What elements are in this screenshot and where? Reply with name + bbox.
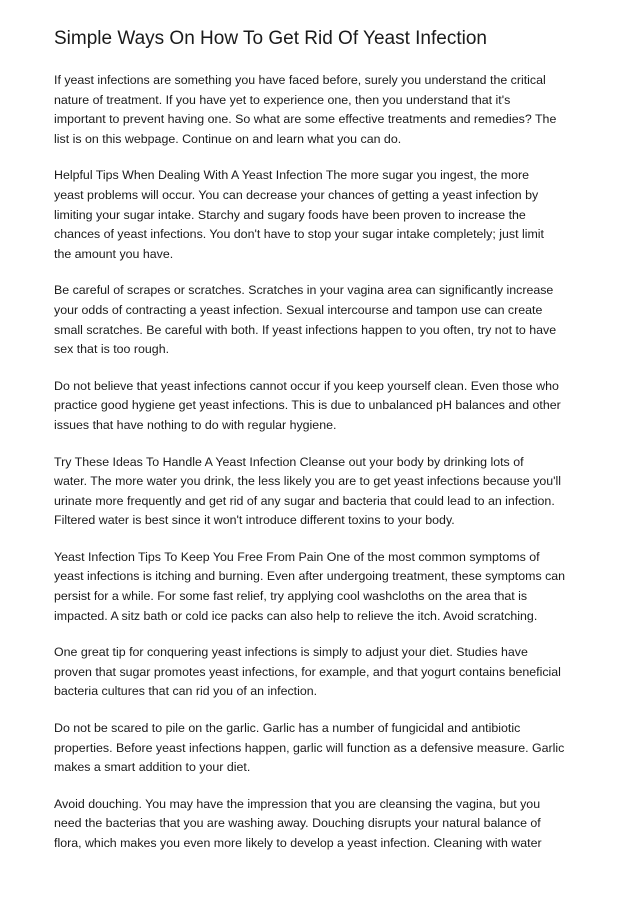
paragraph-line: If yeast infections are something you have faced before, surely you understand the critical <box>54 73 546 87</box>
paragraph-line: Do not believe that yeast infections cannot occur if you keep yourself clean. Even those who <box>54 378 559 393</box>
paragraph-4 <box>54 377 590 436</box>
paragraph-line: issues that have nothing to do with regular hygiene. <box>54 417 337 432</box>
paragraph-line: yeast problems will occur. You can decrease your chances of getting a yeast infection by <box>54 187 539 202</box>
paragraph-line: impacted. A sitz bath or cold ice packs can also help to relieve the itch. Avoid scratching. <box>54 608 538 623</box>
paragraph-8 <box>54 719 590 778</box>
paragraph-line: sex that is too rough. <box>54 342 170 357</box>
paragraph-line: water. The more water you drink, the less likely you are to get yeast infections because you'll <box>54 474 561 489</box>
paragraph-line: Be careful of scrapes or scratches. Scratches in your vagina area can significantly increase <box>54 283 554 298</box>
paragraph-line: Try These Ideas To Handle A Yeast Infection Cleanse out your body by drinking lots of <box>54 454 524 469</box>
paragraph-3 <box>54 281 590 359</box>
paragraph-1 <box>54 71 590 149</box>
paragraph-9 <box>54 795 590 854</box>
paragraph-7 <box>54 643 590 702</box>
paragraph-line: yeast infections is itching and burning. Even after undergoing treatment, these symptoms can <box>54 569 566 584</box>
paragraph-line: the amount you have. <box>54 246 174 261</box>
paragraph-line: small scratches. Be careful with both. If yeast infections happen to you often, try not to have <box>54 322 557 337</box>
paragraph-line: One great tip for conquering yeast infections is simply to adjust your diet. Studies have <box>54 645 528 660</box>
paragraph-6 <box>54 548 590 626</box>
document-body <box>54 71 590 854</box>
paragraph-line: list is on this webpage. Continue on and learn what you can do. <box>54 131 402 146</box>
paragraph-line: Avoid douching. You may have the impression that you are cleansing the vagina, but you <box>54 796 541 811</box>
paragraph-line: practice good hygiene get yeast infections. This is due to unbalanced pH balances and other <box>54 398 561 413</box>
paragraph-line: Yeast Infection Tips To Keep You Free From Pain One of the most common symptoms of <box>54 549 540 564</box>
paragraph-line: proven that sugar promotes yeast infections, for example, and that yogurt contains beneficial <box>54 664 561 679</box>
paragraph-line: chances of yeast infections. You don't have to stop your sugar intake completely; just limit <box>54 227 545 242</box>
paragraph-line: Helpful Tips When Dealing With A Yeast Infection The more sugar you ingest, the more <box>54 168 530 183</box>
paragraph-line: bacteria cultures that can rid you of an infection. <box>54 684 318 699</box>
document-page <box>54 26 590 871</box>
paragraph-line: limiting your sugar intake. Starchy and sugary foods have been proven to increase the <box>54 207 526 222</box>
paragraph-line: your odds of contracting a yeast infection. Sexual intercourse and tampon use can create <box>54 302 543 317</box>
paragraph-line: need the bacterias that you are washing away. Douching disrupts your natural balance of <box>54 816 541 831</box>
paragraph-line: nature of treatment. If you have yet to experience one, then you understand that it's <box>54 92 511 107</box>
document-title: Simple Ways On How To Get Rid Of Yeast Infection <box>54 28 487 49</box>
paragraph-line: urinate more frequently and get rid of any sugar and bacteria that could lead to an infection. <box>54 493 555 508</box>
paragraph-2 <box>54 166 590 264</box>
paragraph-line: flora, which makes you even more likely to develop a yeast infection. Cleaning with water <box>54 836 542 850</box>
paragraph-line: Do not be scared to pile on the garlic. Garlic has a number of fungicidal and antibiotic <box>54 721 521 736</box>
paragraph-line: persist for a while. For some fast relief, try applying cool washcloths on the area that is <box>54 589 528 604</box>
paragraph-line: Filtered water is best since it won't introduce different toxins to your body. <box>54 513 455 528</box>
paragraph-line: properties. Before yeast infections happen, garlic will function as a defensive measure. Garlic <box>54 740 565 755</box>
paragraph-5 <box>54 453 590 531</box>
paragraph-line: makes a smart addition to your diet. <box>54 760 251 775</box>
paragraph-line: important to prevent having one. So what are some effective treatments and remedies? The <box>54 112 557 127</box>
